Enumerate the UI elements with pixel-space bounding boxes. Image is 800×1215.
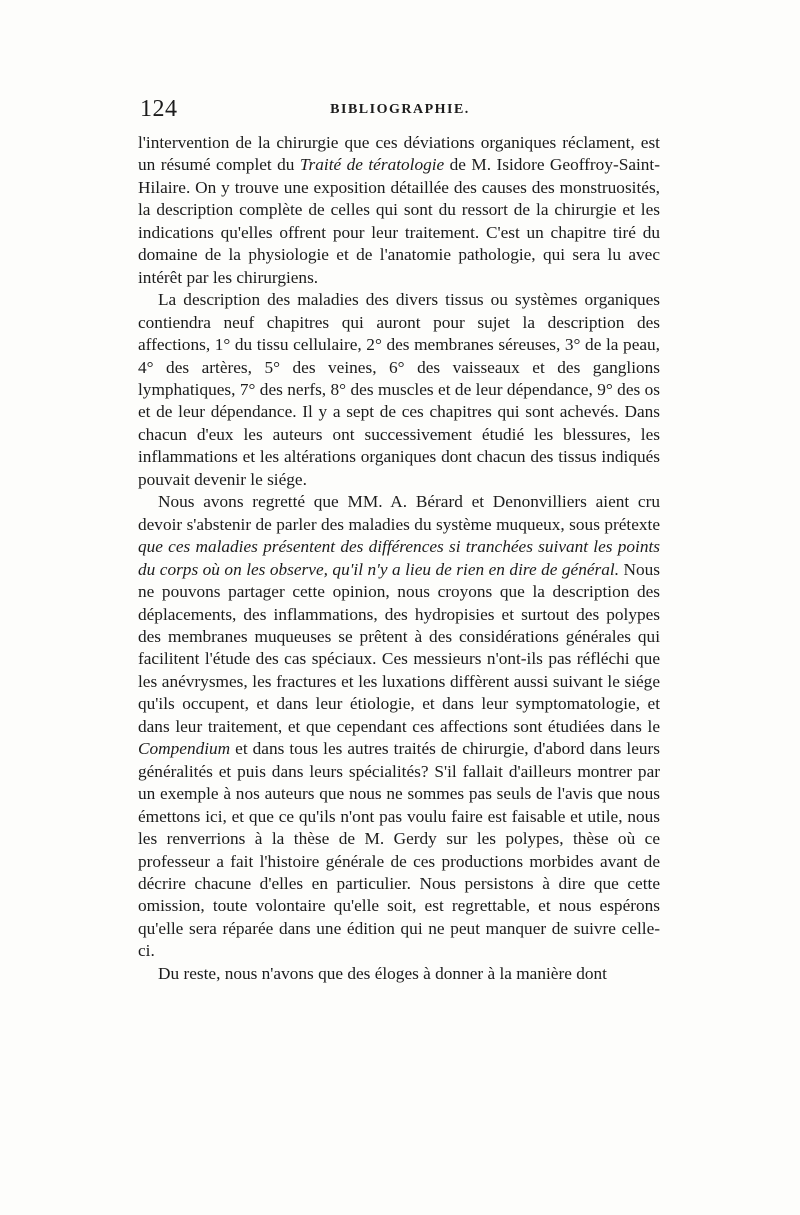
page-header [140,96,660,130]
paragraph-4 [138,963,660,985]
page-number: 124 [140,96,178,122]
text-run: l'intervention de la chirurgie que ces déviations organiques réclament, est un résumé complet du [138,133,660,175]
text-run: Nous avons regretté que MM. A. Bérard et Denonvilliers aient cru devoir s'abstenir de parler des maladies du système muqueux, sous prétexte [138,492,660,534]
italic-title-teratologie: Traité de tératologie [299,155,445,175]
text-run: de M. Isidore Geoffroy-Saint-Hilaire. On y trouve une exposition détaillée des causes des monstruosités, la description complète de celles qui sont du ressort de la chirurgie et les indications qu'elles offrent pour leur traitement. C'est un chapitre tiré du domaine de la physiologie et de l'anatomie pathologie, qui sera lu avec intérêt par les chirurgiens. [138,155,660,287]
paragraph-2 [138,289,660,491]
text-run: La description des maladies des divers tissus ou systèmes organiques contiendra neuf chapitres qui auront pour sujet la description des affections, 1° du tissu cellulaire, 2° des membranes séreuses, 3° de la peau, 4° des artères, 5° des veines, 6° des vaisseaux et des ganglions lymphatiques, 7° des nerfs, 8° des muscles et de leur dépendance, 9° des os et de leur dépendance. Il y a sept de ces chapitres qui sont achevés. Dans chacun d'eux les auteurs ont successivement étudié les blessures, les inflammations et les altérations organiques dont chacun des tissus indiqués pouvait devenir le siége. [138,290,660,489]
italic-title-compendium: Compendium [138,739,231,759]
text-run: et dans tous les autres traités de chirurgie, d'abord dans leurs généralités et puis dans leurs spécialités? S'il fallait d'ailleurs montrer par un exemple à nos auteurs que nous ne sommes pas seuls de l'avis que nous émettons ici, et que ce qu'ils n'ont pas voulu faire est faisable et utile, nous les renverrions à la thèse de M. Gerdy sur les polypes, thèse où ce professeur a fait l'histoire générale de ces productions morbides avant de décrire chacune d'elles en particulier. Nous persistons à dire que cette omission, toute volontaire qu'elle soit, est regrettable, et nous espérons qu'elle sera réparée dans une édition qui ne peut manquer de suivre celle-ci. [138,739,660,961]
paragraph-1 [138,132,660,289]
body-text [138,132,660,985]
paragraph-3 [138,491,660,963]
italic-quotation: que ces maladies présentent des différences si tranchées suivant les points du corps où on les observe, qu'il n'y a lieu de rien en dire de général. [138,537,660,579]
running-head: BIBLIOGRAPHIE. [330,102,470,117]
text-run: Du reste, nous n'avons que des éloges à donner à la manière dont [158,963,607,983]
text-run: Nous ne pouvons partager cette opinion, nous croyons que la description des déplacements, des inflammations, des hydropisies et surtout des polypes des membranes muqueuses se prêtent à des considérations générales qui facilitent l'étude des cas spéciaux. Ces messieurs n'ont-ils pas réfléchi que les anévrysmes, les fractures et les luxations diffèrent aussi suivant le siége qu'ils occupent, et dans leur étiologie, et dans leur symptomatologie, et dans leur traitement, et que cependant ces affections sont étudiées dans le [138,559,660,736]
